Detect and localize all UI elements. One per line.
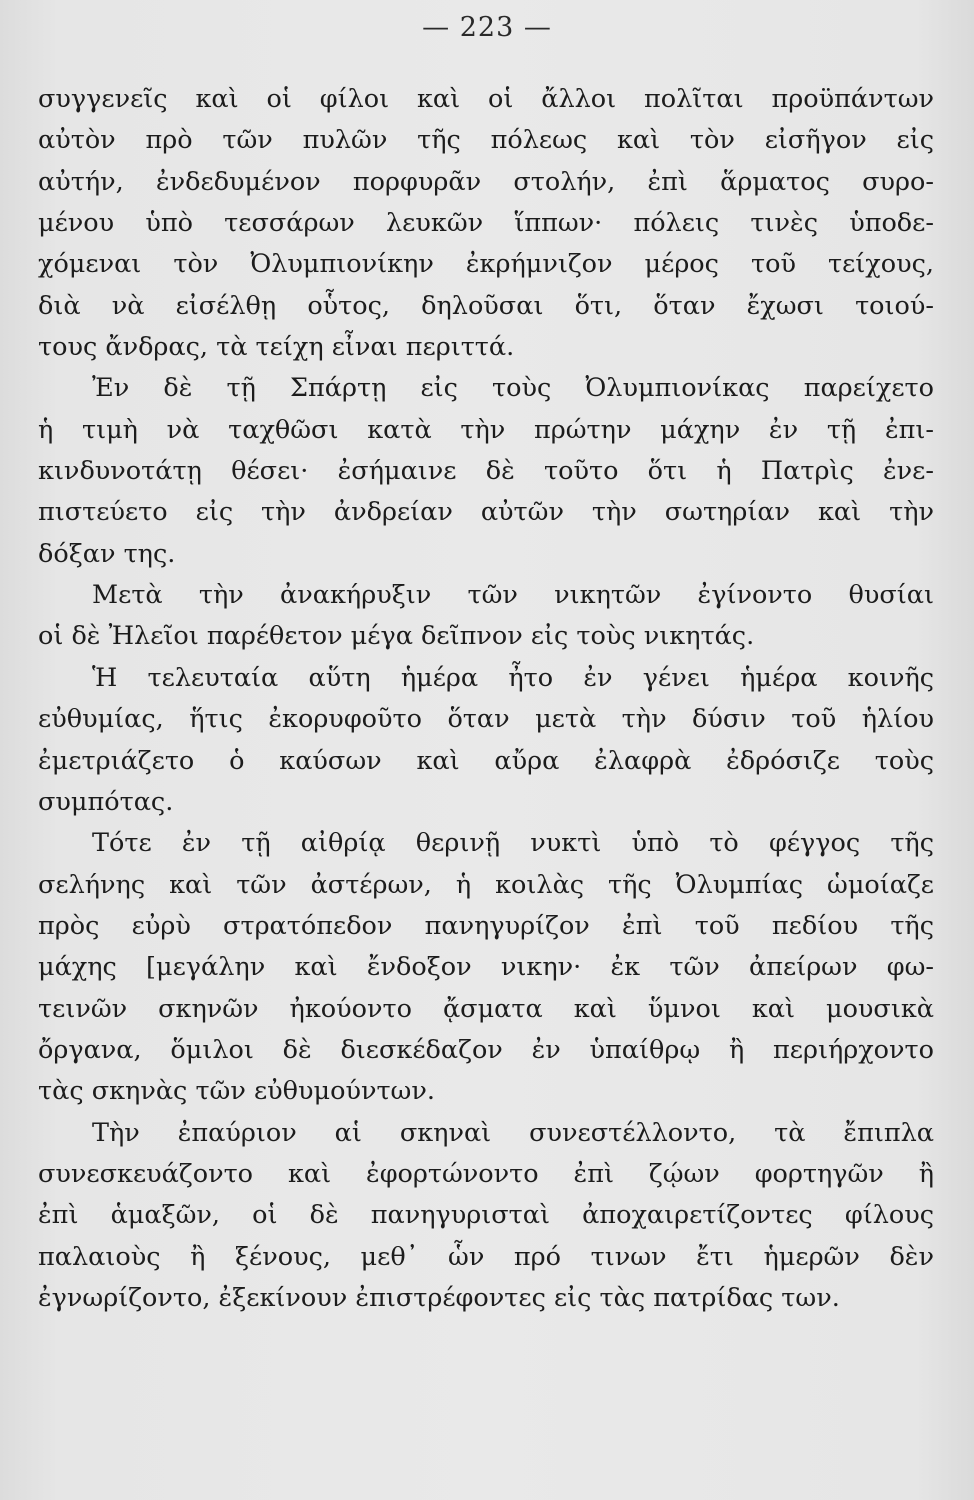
text-line: αὐτήν, ἐνδεδυμένον πορφυρᾶν στολήν, ἐπὶ ἅρματος συρο- xyxy=(38,166,934,197)
text-line: τεινῶν σκηνῶν ἠκούοντο ᾄσματα καὶ ὕμνοι καὶ μουσικὰ xyxy=(38,993,934,1024)
text-line: τους ἄνδρας, τὰ τείχη εἶναι περιττά. xyxy=(38,332,515,363)
text-line: Ἐν δὲ τῇ Σπάρτῃ εἰς τοὺς Ὀλυμπιονίκας παρείχετο xyxy=(92,373,934,404)
text-line: ἡ τιμὴ νὰ ταχθῶσι κατὰ τὴν πρώτην μάχην ἐν τῇ ἐπι- xyxy=(38,414,934,445)
text-line: σελήνης καὶ τῶν ἀστέρων, ἡ κοιλὰς τῆς Ὀλυμπίας ὡμοίαζε xyxy=(38,869,934,900)
text-line: διὰ νὰ εἰσέλθῃ οὗτος, δηλοῦσαι ὅτι, ὅταν ἔχωσι τοιού- xyxy=(38,290,934,321)
text-line: ὄργανα, ὅμιλοι δὲ διεσκέδαζον ἐν ὑπαίθρῳ ἢ περιήρχοντο xyxy=(38,1034,934,1065)
text-line: συγγενεῖς καὶ οἱ φίλοι καὶ οἱ ἄλλοι πολῖται προϋπάντων xyxy=(38,84,934,114)
text-line: μάχης [μεγάλην καὶ ἔνδοξον νικην· ἐκ τῶν ἀπείρων φω- xyxy=(38,952,934,983)
text-line: ἐμετριάζετο ὁ καύσων καὶ αὔρα ἐλαφρὰ ἐδρόσιζε τοὺς xyxy=(38,745,934,776)
text-line: Τὴν ἐπαύριον αἱ σκηναὶ συνεστέλλοντο, τὰ ἔπιπλα xyxy=(92,1117,934,1148)
text-line: κινδυνοτάτῃ θέσει· ἐσήμαινε δὲ τοῦτο ὅτι ἡ Πατρὶς ἐνε- xyxy=(38,456,934,487)
text-line: τὰς σκηνὰς τῶν εὐθυμούντων. xyxy=(38,1076,435,1107)
text-line: Μετὰ τὴν ἀνακήρυξιν τῶν νικητῶν ἐγίνοντο θυσίαι xyxy=(92,580,934,611)
text-line: ἐπὶ ἁμαξῶν, οἱ δὲ πανηγυρισταὶ ἀποχαιρετίζοντες φίλους xyxy=(38,1200,934,1231)
text-line: συμπότας. xyxy=(38,786,174,817)
text-line: οἱ δὲ Ἠλεῖοι παρέθετον μέγα δεῖπνον εἰς τοὺς νικητάς. xyxy=(38,621,755,652)
text-line: χόμεναι τὸν Ὀλυμπιονίκην ἐκρήμνιζον μέρος τοῦ τείχους, xyxy=(38,249,934,280)
text-line: Τότε ἐν τῇ αἰθρίᾳ θερινῇ νυκτὶ ὑπὸ τὸ φέγγος τῆς xyxy=(92,828,934,859)
text-line: δόξαν της. xyxy=(38,538,176,569)
text-line: πιστεύετο εἰς τὴν ἀνδρείαν αὐτῶν τὴν σωτηρίαν καὶ τὴν xyxy=(38,497,934,528)
text-line: εὐθυμίας, ἥτις ἐκορυφοῦτο ὅταν μετὰ τὴν δύσιν τοῦ ἡλίου xyxy=(38,704,934,735)
text-line: ἐγνωρίζοντο, ἐξεκίνουν ἐπιστρέφοντες εἰς τὰς πατρίδας των. xyxy=(38,1282,840,1313)
body-text xyxy=(38,79,934,1319)
text-line: αὐτὸν πρὸ τῶν πυλῶν τῆς πόλεως καὶ τὸν εἰσῆγον εἰς xyxy=(38,125,934,156)
page-number: — 223 — xyxy=(422,12,552,43)
text-line: συνεσκευάζοντο καὶ ἐφορτώνοντο ἐπὶ ζῴων φορτηγῶν ἢ xyxy=(38,1158,934,1189)
text-line: μένου ὑπὸ τεσσάρων λευκῶν ἵππων· πόλεις τινὲς ὑποδε- xyxy=(38,208,934,239)
text-line: παλαιοὺς ἢ ξένους, μεθ᾿ ὧν πρό τινων ἔτι ἡμερῶν δὲν xyxy=(38,1241,934,1272)
text-line: Ἡ τελευταία αὕτη ἡμέρα ἦτο ἐν γένει ἡμέρα κοινῆς xyxy=(92,662,934,693)
text-line: πρὸς εὐρὺ στρατόπεδον πανηγυρίζον ἐπὶ τοῦ πεδίου τῆς xyxy=(38,910,934,941)
